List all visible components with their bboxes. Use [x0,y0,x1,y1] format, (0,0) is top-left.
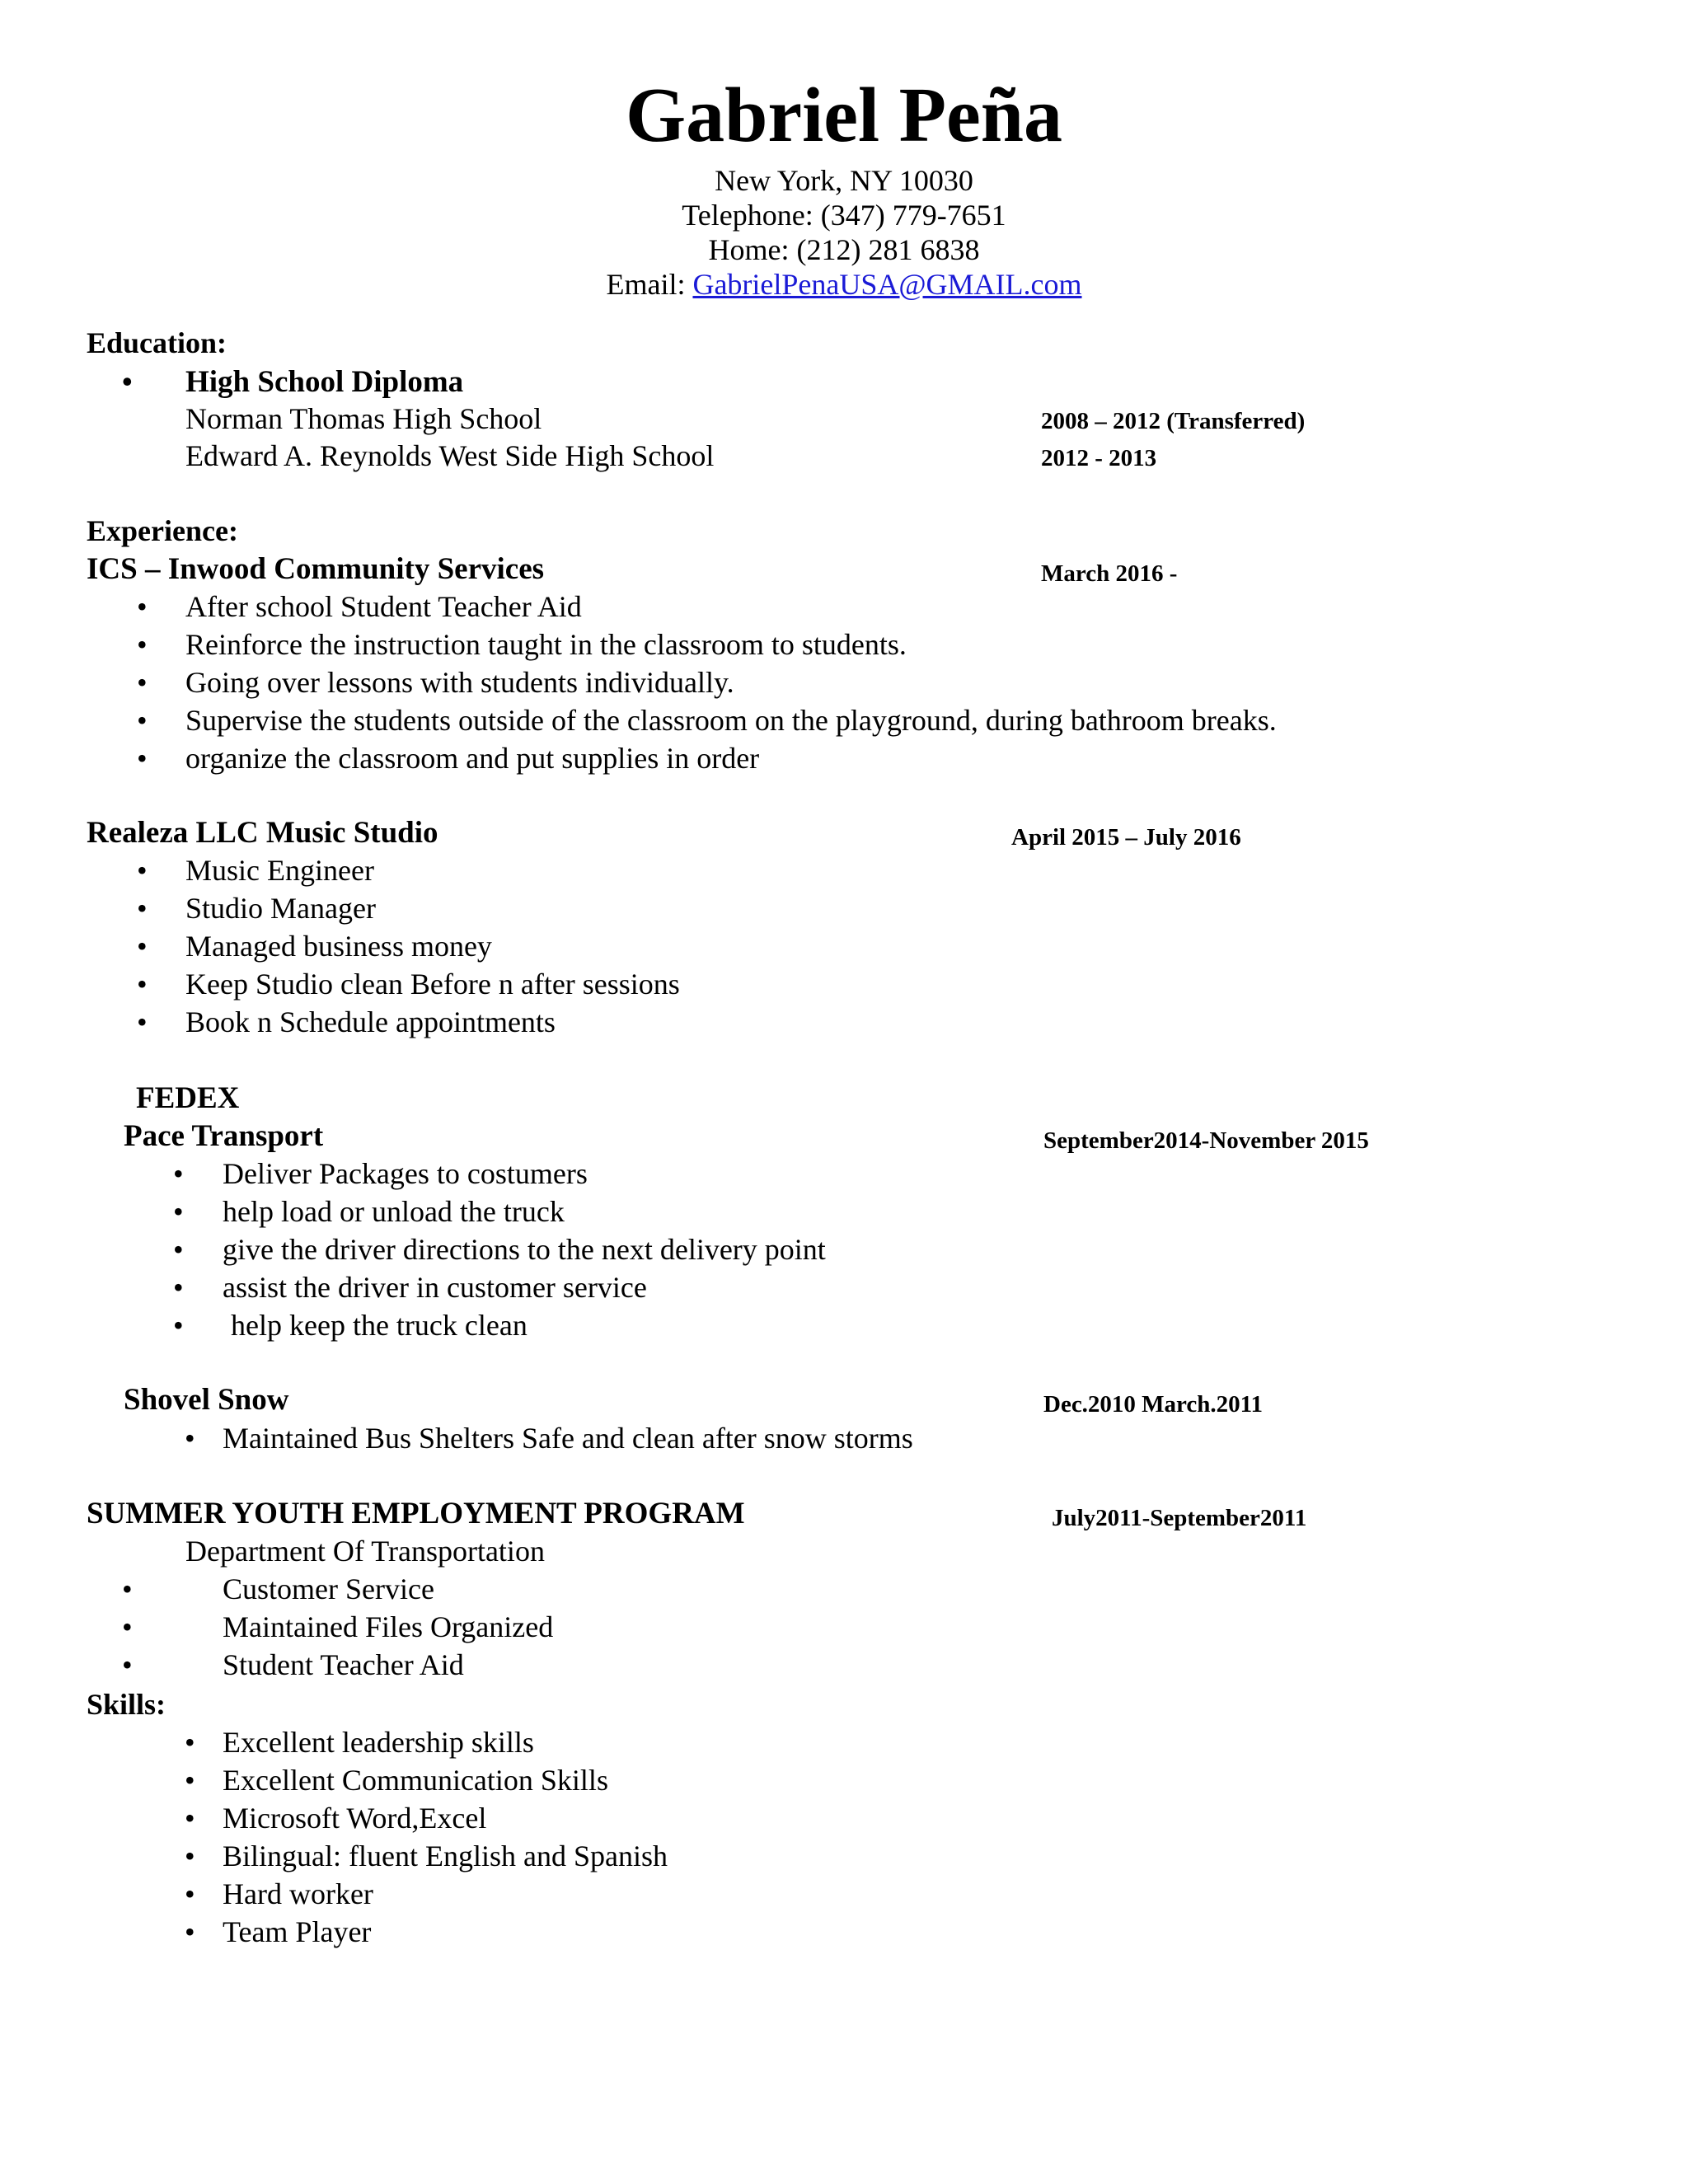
job-bullet: Student Teacher Aid [223,1648,464,1681]
job-org: Shovel Snow [124,1383,289,1417]
education-heading: Education: [87,326,227,359]
list-bullet: • [173,1271,184,1304]
job-bullet: Supervise the students outside of the classroom on the playground, during bathroom breaks. [185,704,1277,737]
job-bullet: Keep Studio clean Before n after sessions [185,968,680,1001]
skills-heading: Skills: [87,1688,166,1721]
list-bullet: • [185,1764,195,1797]
school-dates: 2012 - 2013 [1041,445,1157,471]
list-bullet: • [137,1005,148,1038]
job-bullet: Music Engineer [185,854,374,887]
job-bullet: Deliver Packages to costumers [223,1157,588,1190]
list-bullet: • [185,1877,195,1910]
education-bullet: • [122,365,133,398]
job-org: SUMMER YOUTH EMPLOYMENT PROGRAM [87,1497,745,1530]
list-bullet: • [185,1802,195,1835]
degree: High School Diploma [185,365,464,399]
list-bullet: • [185,1915,195,1948]
list-bullet: • [137,854,148,887]
list-bullet: • [122,1648,133,1681]
job-bullet: Studio Manager [185,892,376,925]
address: New York, NY 10030 [715,164,973,197]
list-bullet: • [122,1572,133,1605]
job-dates: March 2016 - [1041,560,1178,587]
job-dates: April 2015 – July 2016 [1011,824,1241,851]
job-bullet: Reinforce the instruction taught in the classroom to students. [185,628,907,661]
list-bullet: • [137,968,148,1001]
skill-item: Bilingual: fluent English and Spanish [223,1840,668,1872]
job-org: Realeza LLC Music Studio [87,816,438,850]
school-name: Edward A. Reynolds West Side High School [185,439,715,472]
list-bullet: • [173,1233,184,1266]
list-bullet: • [185,1840,195,1872]
job-org: ICS – Inwood Community Services [87,552,545,586]
list-bullet: • [137,892,148,925]
list-bullet: • [137,930,148,963]
skill-item: Team Player [223,1915,372,1948]
job-bullet: Book n Schedule appointments [185,1005,556,1038]
skill-item: Excellent Communication Skills [223,1764,608,1797]
job-dates: July2011-September2011 [1052,1505,1307,1531]
skill-item: Excellent leadership skills [223,1726,534,1759]
resume-header [0,68,1688,302]
skill-item: Hard worker [223,1877,373,1910]
job-bullet: Going over lessons with students individually. [185,666,734,699]
email-link[interactable]: GabrielPenaUSA@GMAIL.com [692,268,1082,301]
job-bullet: Maintained Bus Shelters Safe and clean after snow storms [223,1422,913,1455]
job-dates: Dec.2010 March.2011 [1043,1391,1264,1418]
list-bullet: • [185,1422,195,1455]
email-line [0,267,1688,302]
list-bullet: • [185,1726,195,1759]
email-label: Email: [606,268,693,301]
list-bullet: • [173,1309,184,1342]
telephone: Telephone: (347) 779-7651 [682,199,1006,232]
list-bullet: • [137,742,148,775]
list-bullet: • [173,1157,184,1190]
job-bullet: After school Student Teacher Aid [185,590,582,623]
list-bullet: • [173,1195,184,1228]
school-name: Norman Thomas High School [185,402,542,435]
job-bullet: Managed business money [185,930,492,963]
job-bullet: give the driver directions to the next delivery point [223,1233,826,1266]
list-bullet: • [122,1610,133,1643]
job-bullet: organize the classroom and put supplies in order [185,742,760,775]
list-bullet: • [137,704,148,737]
school-dates: 2008 – 2012 (Transferred) [1041,408,1306,434]
experience-heading: Experience: [87,514,238,547]
job-bullet: help keep the truck clean [231,1309,528,1342]
job-org-parent: FEDEX [136,1081,240,1115]
job-org: Pace Transport [124,1119,324,1153]
applicant-name: Gabriel Peña [626,73,1062,158]
job-dates: September2014-November 2015 [1043,1127,1369,1154]
list-bullet: • [137,628,148,661]
home-phone: Home: (212) 281 6838 [708,233,980,266]
job-bullet: Maintained Files Organized [223,1610,554,1643]
job-subtitle: Department Of Transportation [185,1535,545,1568]
job-bullet: help load or unload the truck [223,1195,565,1228]
skill-item: Microsoft Word,Excel [223,1802,487,1835]
job-bullet: assist the driver in customer service [223,1271,647,1304]
list-bullet: • [137,590,148,623]
list-bullet: • [137,666,148,699]
job-bullet: Customer Service [223,1572,434,1605]
